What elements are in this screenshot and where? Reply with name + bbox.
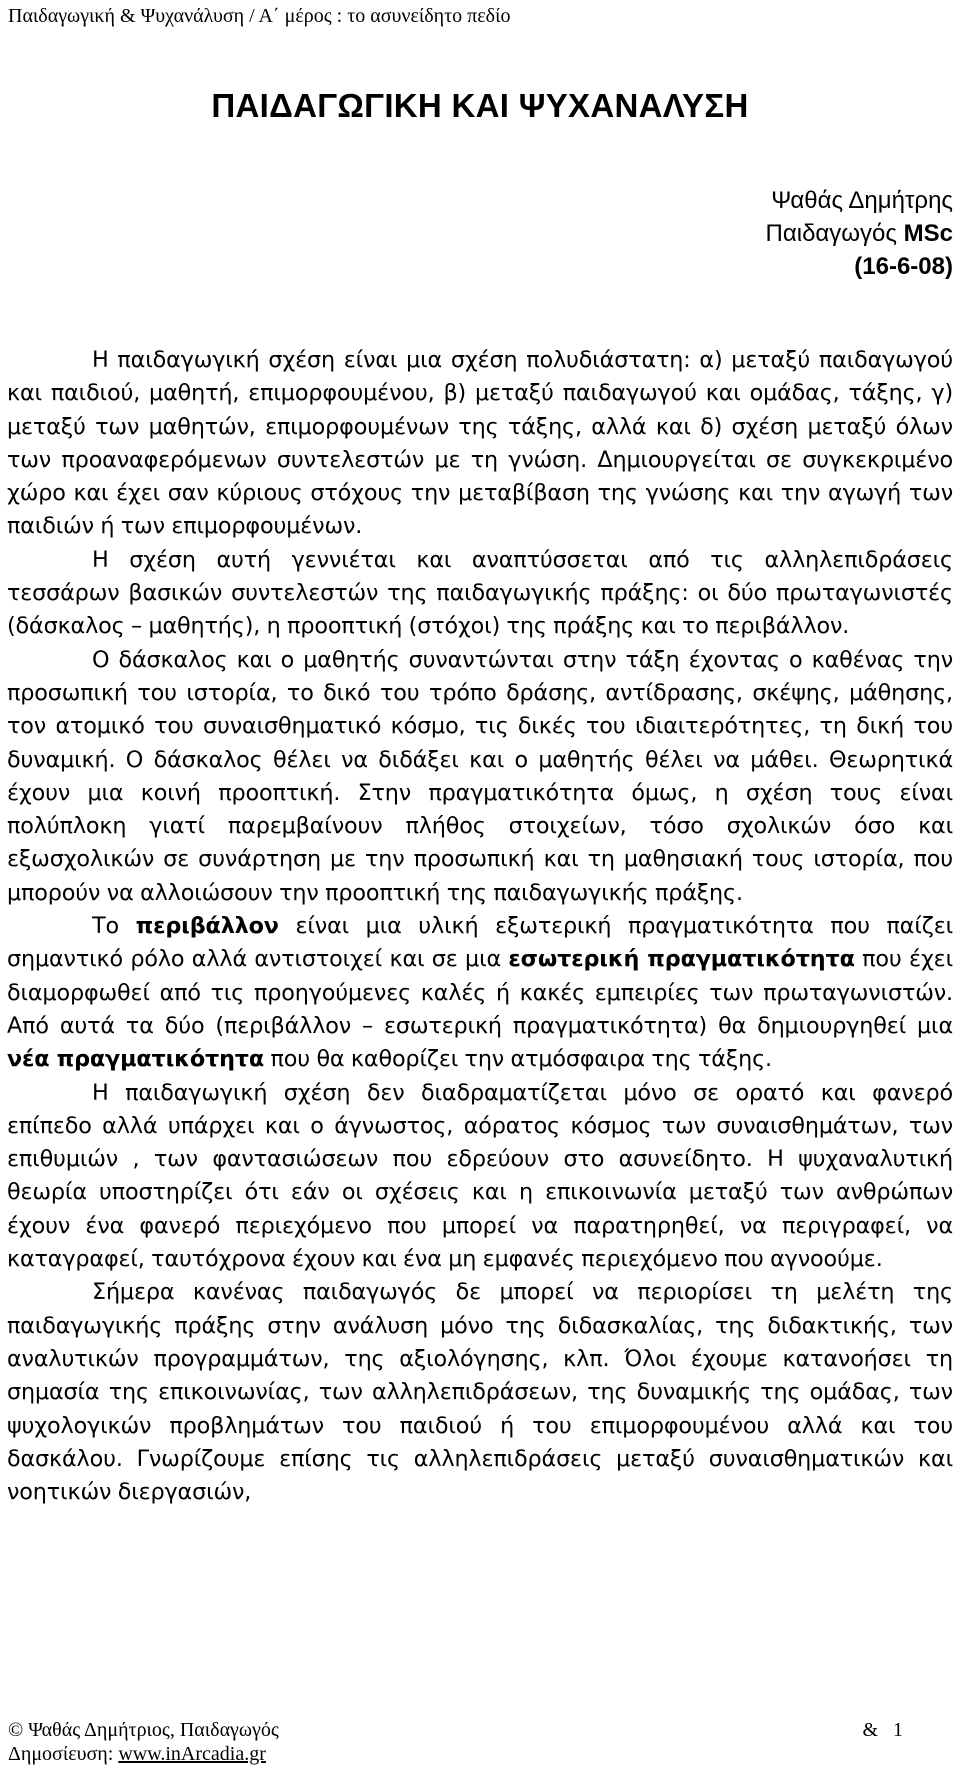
paragraph-4-text-a: Το [92,913,136,940]
document-title: ΠΑΙΔΑΓΩΓΙΚΗ ΚΑΙ ΨΥΧΑΝΑΛΥΣΗ [211,87,749,124]
paragraph-4-text-e: που θα καθορίζει την ατμόσφαιρα της τάξης. [264,1046,772,1073]
paragraph-4-text-c: είναι μια υλική εξωτερική πραγματικότητα που παίζει σημαντικό ρόλο αλλά αντιστοιχεί και σε μια [7,913,953,973]
term-new-reality: νέα πραγματικότητα [7,1046,265,1073]
paragraph-5: Η παιδαγωγική σχέση δεν διαδραματίζεται μόνο σε ορατό και φανερό επίπεδο αλλά υπάρχει και ο άγνωστος, αόρατος κόσμος των συναισθημάτων, των επιθυμιών , των φαντασιώσεων που εδρεύουν στο ασυνείδητο. Η ψυχαναλυτική θεωρία υποστηρίζει ότι εάν οι σχέσεις και η επικοινωνία μεταξύ των ανθρώπων έχουν ένα φανερό περιεχόμενο που μπορεί να παρατηρηθεί, να περιγραφεί, να καταγραφεί, ταυτόχρονα έχουν και ένα μη εμφανές περιεχόμενο που αγνοούμε. [7,1079,953,1273]
running-header: Παιδαγωγική & Ψυχανάλυση / Α΄ μέρος : το ασυνείδητο πεδίο [8,5,511,27]
publication-label: Δημοσίευση: [8,1743,119,1765]
footer-copyright: © Ψαθάς Δημήτριος, Παιδαγωγός [8,1719,279,1741]
publication-link[interactable]: www.inArcadia.gr [118,1743,266,1765]
author-role: Παιδαγωγός [765,220,897,247]
author-block [766,184,953,283]
article-body [7,344,953,1509]
page-number: & 1 [862,1719,903,1741]
term-environment: περιβάλλον [135,913,279,940]
author-credentials [766,217,953,250]
author-name: Ψαθάς Δημήτρης [771,187,953,214]
paragraph-1: Η παιδαγωγική σχέση είναι μια σχέση πολυδιάστατη: α) μεταξύ παιδαγωγού και παιδιού, μαθητή, επιμορφουμένου, β) μεταξύ παιδαγωγού και ομάδας, τάξης, γ) μεταξύ των μαθητών, επιμορφουμένων της τάξης, αλλά και δ) σχέση μεταξύ όλων των προαναφερόμενων συντελεστών με τη γνώση. Δημιουργείται σε συγκεκριμένο χώρο και έχει σαν κύριους στόχους την μεταβίβαση της γνώσης και την αγωγή των παιδιών ή των επιμορφουμένων. [7,347,953,540]
term-inner-reality: εσωτερική πραγματικότητα [508,946,855,973]
page-footer [8,1718,903,1766]
paragraph-2: Η σχέση αυτή γεννιέται και αναπτύσσεται από τις αλληλεπιδράσεις τεσσάρων βασικών συντελεστών της παιδαγωγικής πράξης: οι δύο πρωταγωνιστές (δάσκαλος – μαθητής), η προοπτική (στόχοι) της πράξης και το περιβάλλον. [7,546,953,640]
paragraph-6: Σήμερα κανένας παιδαγωγός δε μπορεί να περιορίσει τη μελέτη της παιδαγωγικής πράξης στην ανάλυση μόνο της διδασκαλίας, της διδακτικής, των αναλυτικών προγραμμάτων, της αξιολόγησης, κλπ. Όλοι έχουμε κατανοήσει τη σημασία της επικοινωνίας, των αλληλεπιδράσεων, της δυναμικής της ομάδας, των ψυχολογικών προβλημάτων του παιδιού ή του επιμορφουμένου αλλά και του δασκάλου. Γνωρίζουμε επίσης τις αλληλεπιδράσεις μεταξύ συναισθηματικών και νοητικών διεργασιών, [7,1279,953,1506]
author-degree: MSc [903,220,953,247]
paragraph-3: Ο δάσκαλος και ο μαθητής συναντώνται στην τάξη έχοντας ο καθένας την προσωπική του ιστορία, το δικό του τρόπο δράσης, αντίδρασης, σκέψης, μάθησης, τον ατομικό του συναισθηματικό κόσμο, τις δικές του ιδιαιτερότητες, τη δική του δυναμική. Ο δάσκαλος θέλει να διδάξει και ο μαθητής θέλει να μάθει. Θεωρητικά έχουν μια κοινή προοπτική. Στην πραγματικότητα όμως, η σχέση τους είναι πολύπλοκη γιατί παρεμβαίνουν πλήθος στοιχείων, τόσο σχολικών όσο και εξωσχολικών σε συνάρτηση με την προσωπική και τη μαθησιακή τους ιστορία, που μπορούν να αλλοιώσουν την προοπτική της παιδαγωγικής πράξης. [7,646,953,906]
document-date: (16-6-08) [854,253,953,280]
paragraph-4-text-d: που έχει διαμορφωθεί από τις προηγούμενες καλές ή κακές εμπειρίες των πρωταγωνιστών. Από αυτά τα δύο (περιβάλλον – εσωτερική πραγματικότητα) θα δημιουργηθεί μια [7,946,953,1039]
paragraph-4 [7,910,953,1076]
